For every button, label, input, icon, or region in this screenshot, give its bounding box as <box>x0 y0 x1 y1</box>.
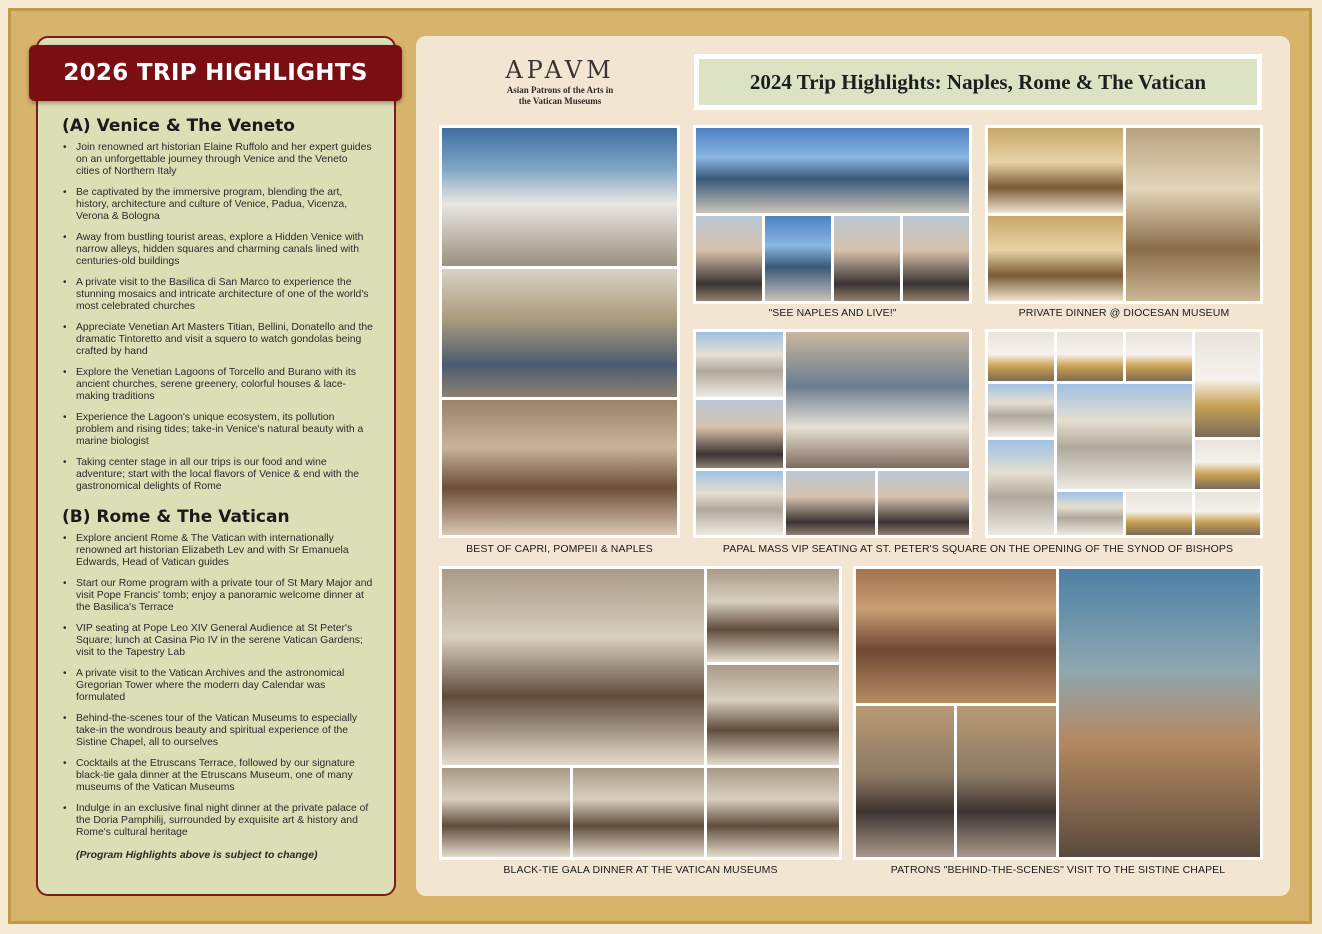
photo-gala-guests-2 <box>573 768 704 857</box>
sistine-collage <box>853 566 1263 860</box>
capri-collage <box>439 125 680 538</box>
trip-title: 2024 Trip Highlights: Naples, Rome & The Vatican <box>699 59 1257 105</box>
photo-diocesan-guests <box>988 216 1123 301</box>
disclaimer-note: (Program Highlights above is subject to change) <box>76 849 318 861</box>
photo-pope-2 <box>1057 332 1123 381</box>
list-item: • Indulge in an exclusive final night dinner at the private palace of the Doria Pamphilij, surrounded by exquisite art & history and Rome's cultural heritage <box>62 803 374 839</box>
list-item: • Explore the Venetian Lagoons of Torcello and Burano with its ancient churches, serene greenery, colorful houses & lace-making traditions <box>62 367 374 403</box>
gala-collage <box>439 566 842 860</box>
photo-diocesan-table <box>988 128 1123 213</box>
caption-naples: "SEE NAPLES AND LIVE!" <box>768 307 897 319</box>
list-item: • A private visit to the Vatican Archives and the astronomical Gregorian Tower where the modern day Calendar was formulated <box>62 668 374 704</box>
photo-gala-table <box>707 665 839 765</box>
photo-gala-guests-3 <box>707 768 839 857</box>
apavm-logo <box>470 58 650 107</box>
photo-naples-harbor <box>696 128 969 213</box>
section-b-list <box>62 533 374 839</box>
section-a-list <box>62 142 374 493</box>
left-content <box>62 116 374 861</box>
photo-diocesan-hall <box>1126 128 1260 301</box>
photo-pope-3 <box>1126 332 1192 381</box>
photo-gala-guests-1 <box>442 768 570 857</box>
photo-papal-2 <box>696 400 783 468</box>
list-item: • Explore ancient Rome & The Vatican with internationally renowned art historian Elizabeth Lev and with Sr Emanuela Edwards, Head of Vatican guides <box>62 533 374 569</box>
photo-sistine-ceiling <box>856 569 1056 703</box>
photo-patron-3 <box>834 216 900 301</box>
photo-sistine-patron-1 <box>856 706 954 857</box>
photo-group-pompeii <box>442 269 677 397</box>
caption-papal: PAPAL MASS VIP SEATING AT ST. PETER'S SQUARE ON THE OPENING OF THE SYNOD OF BISHOPS <box>722 543 1234 555</box>
photo-canopy <box>1057 384 1192 489</box>
photo-papal-1 <box>696 332 783 397</box>
naples-collage <box>693 125 972 304</box>
caption-diocesan: PRIVATE DINNER @ DIOCESAN MUSEUM <box>1018 307 1230 319</box>
photo-pope-6 <box>988 440 1054 535</box>
list-item: • Away from bustling tourist areas, explore a Hidden Venice with narrow alleys, hidden squares and charming canals lined with centuries-old buildings <box>62 232 374 268</box>
list-item: • Cocktails at the Etruscans Terrace, followed by our signature black-tie gala dinner at the Etruscans Museum, one of many museums of the Vatican Museums <box>62 758 374 794</box>
caption-gala: BLACK-TIE GALA DINNER AT THE VATICAN MUSEUMS <box>503 864 778 876</box>
photo-papal-3 <box>696 471 783 535</box>
photo-patron-4 <box>903 216 969 301</box>
photo-pope-9 <box>1126 492 1192 535</box>
photo-papal-4 <box>786 471 875 535</box>
photo-naples-dinner <box>442 400 677 535</box>
left-banner-title: 2026 TRIP HIGHLIGHTS <box>29 45 402 101</box>
trip-title-box <box>694 54 1262 110</box>
photo-st-peters-square <box>786 332 969 468</box>
list-item: • Experience the Lagoon's unique ecosystem, its pollution problem and rising tides; take-in Venice's natural beauty with a marine biologist <box>62 412 374 448</box>
section-a-heading: (A) Venice & The Veneto <box>62 116 295 136</box>
photo-pope-8 <box>1057 492 1123 535</box>
photo-pope-10 <box>1195 492 1260 535</box>
list-item: • Be captivated by the immersive program, blending the art, history, architecture and culture of Venice, Padua, Vicenza, Verona & Bologna <box>62 187 374 223</box>
list-item: • Start our Rome program with a private tour of St Mary Major and visit Pope Francis' tomb; enjoy a panoramic welcome dinner at the Basilica's Terrace <box>62 578 374 614</box>
photo-sistine-patron-2 <box>957 706 1056 857</box>
section-b-heading: (B) Rome & The Vatican <box>62 507 290 527</box>
photo-pope-4 <box>1195 332 1260 437</box>
list-item: • Join renowned art historian Elaine Ruffolo and her expert guides on an unforgettable journey through Venice and the Veneto cities of Northern Italy <box>62 142 374 178</box>
photo-gala-speech <box>707 569 839 662</box>
caption-capri: BEST OF CAPRI, POMPEII & NAPLES <box>466 543 653 555</box>
logo-subtitle-line1: Asian Patrons of the Arts in <box>506 85 614 95</box>
papal-collage-pope <box>985 329 1263 538</box>
photo-gala-hall <box>442 569 704 765</box>
photo-terrace-lunch <box>442 128 677 266</box>
photo-pope-5 <box>988 384 1054 437</box>
photo-pope-7 <box>1195 440 1260 489</box>
photo-patron-2 <box>765 216 831 301</box>
list-item: • Appreciate Venetian Art Masters Titian, Bellini, Donatello and the dramatic Tintoretto and visit a squero to watch gondolas being crafted by hand <box>62 322 374 358</box>
logo-mark: APAVM <box>505 56 615 84</box>
diocesan-collage <box>985 125 1263 304</box>
list-item: • VIP seating at Pope Leo XIV General Audience at St Peter's Square; lunch at Casina Pio IV in the serene Vatican Gardens; visit to the Tapestry Lab <box>62 623 374 659</box>
photo-last-judgment-group <box>1059 569 1260 857</box>
photo-pope-1 <box>988 332 1054 381</box>
list-item: • Taking center stage in all our trips is our food and wine adventure; start with the local flavors of Venice & end with the gastronomical delights of Rome <box>62 457 374 493</box>
list-item: • Behind-the-scenes tour of the Vatican Museums to especially take-in the wondrous beauty and spiritual experience of the Sistine Chapel, all to ourselves <box>62 713 374 749</box>
logo-subtitle-line2: the Vatican Museums <box>518 96 602 106</box>
caption-sistine: PATRONS "BEHIND-THE-SCENES" VISIT TO THE SISTINE CHAPEL <box>890 864 1226 876</box>
list-item: • A private visit to the Basilica di San Marco to experience the stunning mosaics and intricate architecture of one of the world's most celebrated churches <box>62 277 374 313</box>
photo-patron-1 <box>696 216 762 301</box>
papal-collage-square <box>693 329 972 538</box>
photo-papal-5 <box>878 471 969 535</box>
